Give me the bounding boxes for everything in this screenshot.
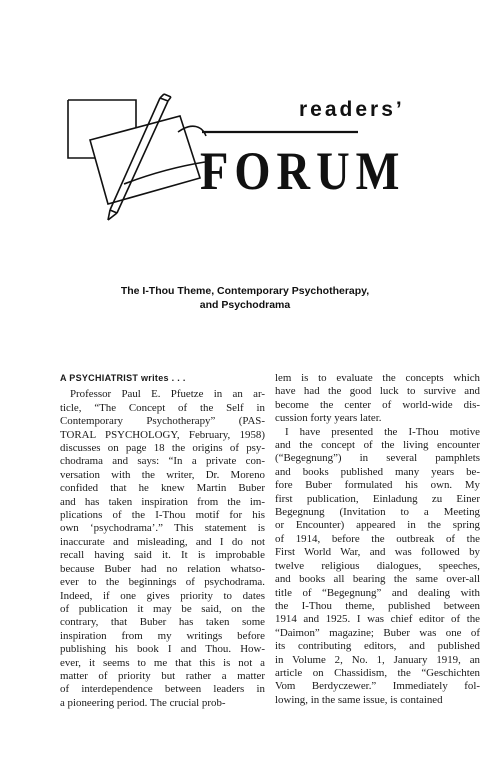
section-heading: A PSYCHIATRIST writes . . .: [60, 373, 186, 383]
text-line: Indeed, if one gives priority to dates: [60, 589, 265, 602]
text-line: lem is to evaluate the concepts which: [275, 372, 480, 384]
text-line: of 1914, before the outbreak of the: [275, 532, 480, 545]
text-line: fore Buber formulated his own. My: [275, 479, 480, 492]
text-line: its contributing editors, and published: [275, 640, 480, 653]
text-line: ever, it seems to me that this is not a: [60, 656, 265, 669]
text-line: first publication, Einladung zu Einer: [275, 492, 480, 505]
text-line: of interdependence between leaders in: [60, 683, 265, 696]
text-line: I have presented the I-Thou motive: [285, 425, 480, 438]
text-line: and books published many years be-: [275, 465, 480, 478]
text-line: Professor Paul E. Pfuetze in an ar-: [70, 388, 265, 401]
text-line: Vom Berdyczewer.” Immediately fol-: [275, 680, 480, 693]
body-column-left: [60, 372, 265, 710]
right-column-text: [275, 372, 480, 707]
text-line: or Encounter) appeared in the spring: [275, 519, 480, 532]
readers-heading: readers’: [299, 98, 405, 121]
text-line: twelve religious dialogues, speeches,: [275, 559, 480, 572]
text-line: have had the good luck to survive and: [275, 385, 480, 398]
text-line: First World War, and was followed by: [275, 546, 480, 559]
text-line: 1914 and 1925. I was chief editor of the: [275, 613, 480, 626]
text-line: in Volume 2, No. 1, January 1919, an: [275, 653, 480, 666]
text-line: inspiration from my writings before: [60, 629, 265, 642]
text-line: the I-Thou theme, published between: [275, 599, 480, 612]
text-line: inaccurate and misleading, and I do not: [60, 535, 265, 548]
text-line: publishing his book I and Thou. How-: [60, 643, 265, 656]
text-line: ticle, “The Concept of the Self in: [60, 401, 265, 414]
text-line: own ‘psychodrama’.” This statement is: [60, 522, 265, 535]
text-line: plications of the I-Thou motif for his: [60, 509, 265, 522]
text-line: because Buber had no relation whatso-: [60, 562, 265, 575]
article-title: [0, 284, 490, 312]
body-column-right: [275, 372, 480, 707]
text-line: lowing, in the same issue, is contained: [275, 693, 443, 706]
text-line: article on Chassidism, the “Geschichten: [275, 666, 480, 679]
text-line: chodrama and says: “In a private con-: [60, 455, 265, 468]
text-line: cussion forty years later.: [275, 412, 382, 425]
text-line: a pioneering period. The crucial prob-: [60, 696, 226, 709]
text-line: and has taken inspiration from the im-: [60, 495, 265, 508]
text-line: and the concept of the living encounter: [275, 439, 480, 452]
text-line: recall having said it. It is improbable: [60, 549, 265, 562]
text-line: of publication it may be said, on the: [60, 602, 265, 615]
article-title-line: and Psychodrama: [199, 299, 291, 311]
text-line: ever to the beginnings of psychodrama.: [60, 576, 265, 589]
text-line: and books all bearing the same over-all: [275, 573, 480, 586]
text-line: become the center of world-wide dis-: [275, 398, 480, 411]
left-column-text: [60, 388, 265, 710]
text-line: TORAL PSYCHOLOGY, February, 1958): [60, 428, 265, 441]
article-title-line: The I-Thou Theme, Contemporary Psychotherapy,: [120, 285, 370, 297]
text-line: versation with the writer, Dr. Moreno: [60, 468, 265, 481]
text-line: discusses on page 18 the origins of psy-: [60, 442, 265, 455]
text-line: contrary, that Buber has taken some: [60, 616, 265, 629]
text-line: (“Begegnung”) in several pamphlets: [275, 452, 480, 465]
text-line: “Daimon” magazine; Buber was one of: [275, 626, 480, 639]
text-line: matter of priority but rather a matter: [60, 669, 265, 682]
text-line: confided that he knew Martin Buber: [60, 482, 265, 495]
text-line: Begegnung (Invitation to a Meeting: [275, 506, 480, 519]
text-line: title of “Begegnung” and dealing with: [275, 586, 480, 599]
text-line: Contemporary Psychotherapy” (PAS-: [60, 415, 265, 428]
forum-heading: FORUM: [200, 141, 406, 201]
